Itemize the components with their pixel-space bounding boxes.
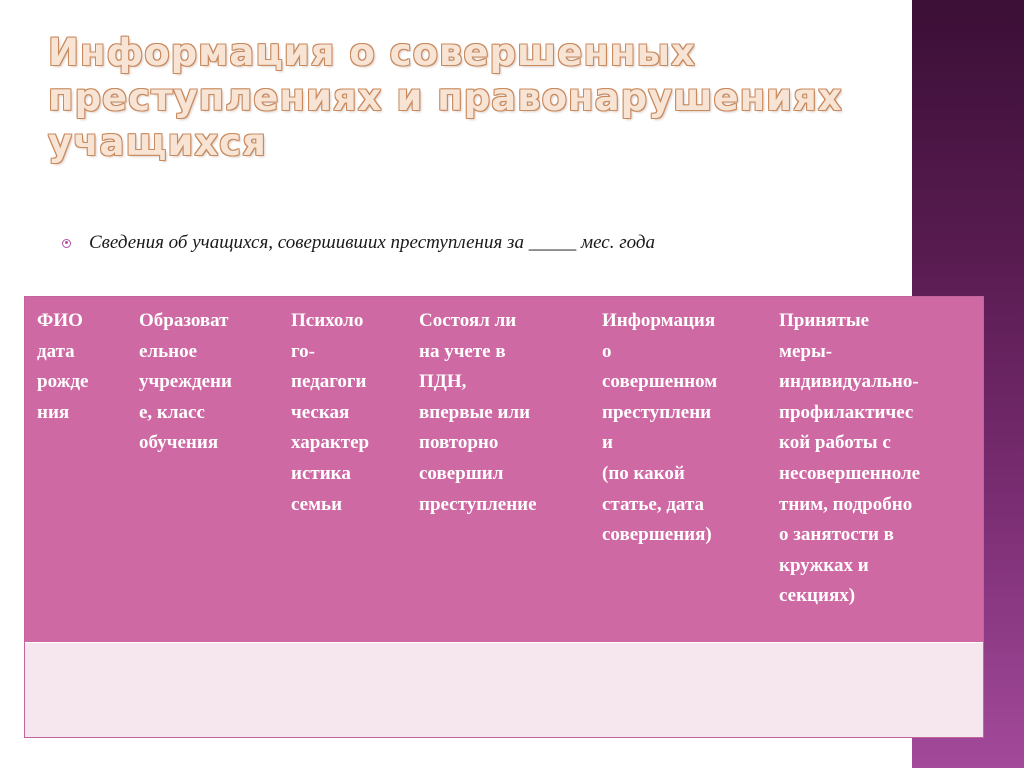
table-row [25, 643, 983, 737]
column-header-pdn: Состоял ли на учете в ПДН, впервые или повторно совершил преступление [419, 310, 537, 515]
data-table [24, 296, 984, 738]
bullet-item [62, 232, 655, 254]
table-header-row [25, 297, 983, 643]
bullet-circle-icon [62, 239, 71, 248]
column-header-crime-info: Информация о совершенном преступлени и (по какой статье, дата совершения) [602, 310, 718, 546]
column-header-school: Образоват ельное учреждени е, класс обучения [139, 310, 232, 454]
slide-title: Информация о совершенных преступлениях и правонарушениях учащихся [48, 31, 843, 164]
column-header-fio: ФИО дата рожде ния [37, 310, 89, 423]
column-header-measures: Принятые меры- индивидуально- профилактичес кой работы с несовершенноле тним, подробно о занятости в кружках и секциях) [779, 310, 921, 607]
column-header-family: Психоло го- педагоги ческая характер истика семьи [291, 310, 370, 515]
bullet-text: Сведения об учащихся, совершивших преступления за _____ мес. года [89, 232, 655, 253]
